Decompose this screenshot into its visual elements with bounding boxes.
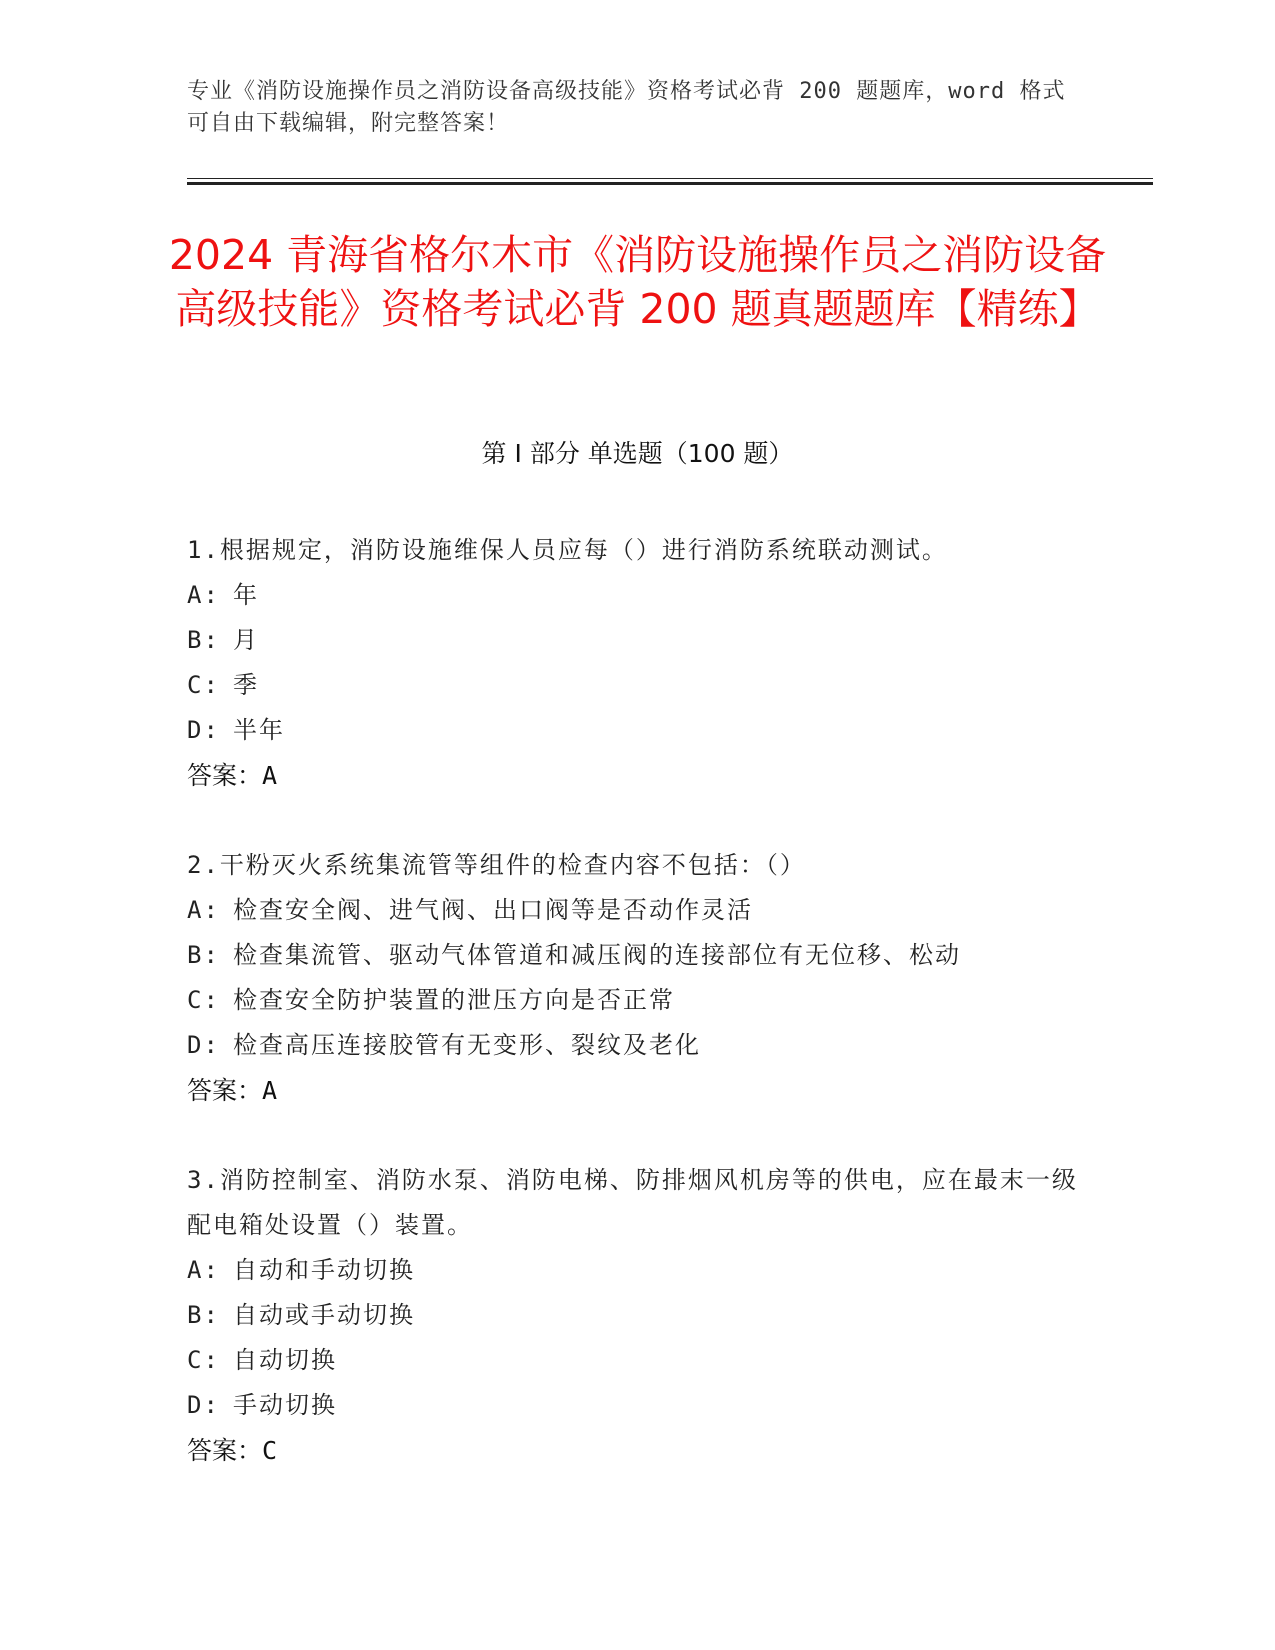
option-text: 月 <box>233 626 259 654</box>
option-text: 自动和手动切换 <box>233 1256 415 1284</box>
answer-value: A <box>262 761 278 790</box>
option-b <box>187 1293 1087 1338</box>
option-text: 检查高压连接胶管有无变形、裂纹及老化 <box>233 1031 701 1059</box>
option-text: 手动切换 <box>233 1391 337 1419</box>
question-text: 3.消防控制室、消防水泵、消防电梯、防排烟风机房等的供电，应在最末一级配电箱处设置（）装置。 <box>187 1166 1078 1239</box>
option-key: B: <box>187 941 220 969</box>
header-divider-thick <box>187 182 1153 185</box>
option-d <box>187 1023 1087 1068</box>
option-key: D: <box>187 716 220 744</box>
answer-label: 答案： <box>187 1076 263 1105</box>
option-key: B: <box>187 1301 220 1329</box>
answer-value: A <box>262 1076 278 1105</box>
option-a <box>187 888 1087 933</box>
option-text: 自动切换 <box>233 1346 337 1374</box>
option-key: A: <box>187 1256 220 1284</box>
option-key: C: <box>187 671 220 699</box>
option-key: A: <box>187 581 220 609</box>
question-item <box>187 528 1087 798</box>
option-c <box>187 978 1087 1023</box>
section-title: 第 I 部分 单选题（100 题） <box>481 439 794 468</box>
option-a <box>187 1248 1087 1293</box>
question-text: 2.干粉灭火系统集流管等组件的检查内容不包括：（） <box>187 851 806 879</box>
question-item <box>187 843 1087 1113</box>
answer-line <box>187 1428 1087 1473</box>
question-text: 1.根据规定，消防设施维保人员应每（）进行消防系统联动测试。 <box>187 536 948 564</box>
option-text: 半年 <box>233 716 285 744</box>
option-c <box>187 663 1087 708</box>
option-text: 年 <box>233 581 259 609</box>
document-title: 2024 青海省格尔木市《消防设施操作员之消防设备高级技能》资格考试必背 200 题真题题库【精练】 <box>168 231 1107 333</box>
option-text: 检查集流管、驱动气体管道和减压阀的连接部位有无位移、松动 <box>233 941 961 969</box>
header-divider-thin <box>187 178 1153 179</box>
option-text: 检查安全防护装置的泄压方向是否正常 <box>233 986 675 1014</box>
answer-label: 答案： <box>187 761 263 790</box>
option-a <box>187 573 1087 618</box>
option-b <box>187 618 1087 663</box>
option-key: D: <box>187 1031 220 1059</box>
option-d <box>187 1383 1087 1428</box>
option-text: 检查安全阀、进气阀、出口阀等是否动作灵活 <box>233 896 753 924</box>
header-note: 专业《消防设施操作员之消防设备高级技能》资格考试必背 200 题题库，word 格式可自由下载编辑，附完整答案！ <box>187 79 1066 136</box>
question-item <box>187 1158 1087 1473</box>
answer-label: 答案： <box>187 1436 263 1465</box>
option-key: B: <box>187 626 220 654</box>
answer-line <box>187 1068 1087 1113</box>
option-c <box>187 1338 1087 1383</box>
option-d <box>187 708 1087 753</box>
option-key: C: <box>187 1346 220 1374</box>
option-key: A: <box>187 896 220 924</box>
option-key: D: <box>187 1391 220 1419</box>
answer-value: C <box>262 1436 278 1465</box>
question-list <box>187 528 1087 1518</box>
option-text: 自动或手动切换 <box>233 1301 415 1329</box>
option-b <box>187 933 1087 978</box>
option-key: C: <box>187 986 220 1014</box>
option-text: 季 <box>233 671 259 699</box>
answer-line <box>187 753 1087 798</box>
